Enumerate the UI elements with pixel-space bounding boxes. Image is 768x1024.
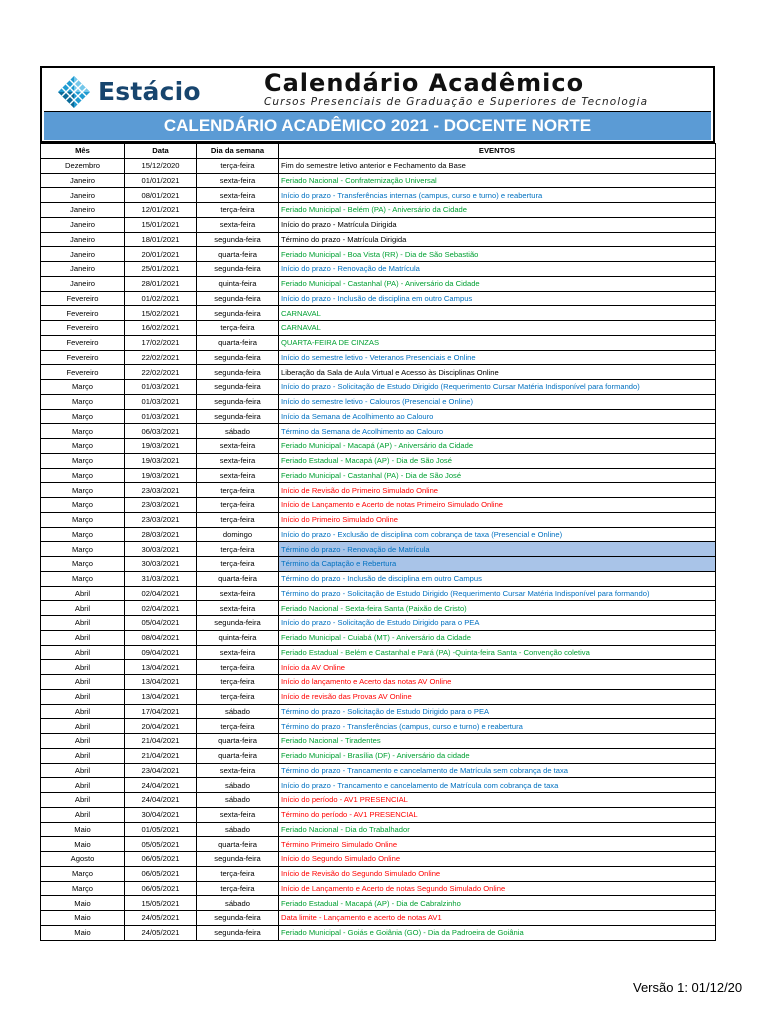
cell-date: 13/04/2021 [125, 660, 197, 675]
cell-weekday: terça-feira [197, 483, 279, 498]
table-row [41, 276, 716, 291]
cell-weekday: sexta-feira [197, 601, 279, 616]
cell-date: 15/12/2020 [125, 158, 197, 173]
table-row [41, 763, 716, 778]
cell-event: Feriado Nacional - Tiradentes [279, 734, 716, 749]
cell-event: Feriado Estadual - Macapá (AP) - Dia de São José [279, 453, 716, 468]
cell-month: Fevereiro [41, 306, 125, 321]
table-row [41, 468, 716, 483]
cell-weekday: terça-feira [197, 321, 279, 336]
estacio-logo [56, 74, 256, 114]
calendar-banner: CALENDÁRIO ACADÊMICO 2021 - DOCENTE NORTE [44, 111, 711, 140]
cell-event: Feriado Municipal - Cuiabá (MT) - Aniversário da Cidade [279, 630, 716, 645]
cell-weekday: sexta-feira [197, 173, 279, 188]
cell-weekday: terça-feira [197, 881, 279, 896]
cell-date: 05/05/2021 [125, 837, 197, 852]
table-row [41, 837, 716, 852]
table-row [41, 424, 716, 439]
cell-month: Março [41, 542, 125, 557]
cell-event: Início do prazo - Transferências internas (campus, curso e turno) e reabertura [279, 188, 716, 203]
cell-weekday: sábado [197, 896, 279, 911]
cell-weekday: quarta-feira [197, 571, 279, 586]
cell-month: Abril [41, 645, 125, 660]
cell-weekday: terça-feira [197, 719, 279, 734]
cell-date: 01/05/2021 [125, 822, 197, 837]
cell-month: Março [41, 483, 125, 498]
table-row [41, 453, 716, 468]
cell-event: Feriado Municipal - Castanhal (PA) - Dia de São José [279, 468, 716, 483]
cell-weekday: quarta-feira [197, 335, 279, 350]
table-row [41, 689, 716, 704]
cell-month: Março [41, 527, 125, 542]
cell-month: Janeiro [41, 262, 125, 277]
cell-weekday: sexta-feira [197, 453, 279, 468]
table-row [41, 439, 716, 454]
cell-event: Início de Lançamento e Acerto de notas Primeiro Simulado Online [279, 498, 716, 513]
cell-event: Término do prazo - Inclusão de disciplina em outro Campus [279, 571, 716, 586]
cell-date: 13/04/2021 [125, 689, 197, 704]
column-header-weekday: Dia da semana [197, 144, 279, 159]
table-row [41, 881, 716, 896]
cell-month: Março [41, 557, 125, 572]
table-row [41, 911, 716, 926]
cell-weekday: sexta-feira [197, 645, 279, 660]
cell-weekday: sexta-feira [197, 807, 279, 822]
cell-weekday: quarta-feira [197, 247, 279, 262]
cell-event: Início da AV Online [279, 660, 716, 675]
cell-event: Fim do semestre letivo anterior e Fechamento da Base [279, 158, 716, 173]
table-row [41, 645, 716, 660]
table-row [41, 734, 716, 749]
cell-date: 19/03/2021 [125, 453, 197, 468]
cell-event: Término do prazo - Solicitação de Estudo Dirigido (Requerimento Cursar Matéria Indisponível para formando) [279, 586, 716, 601]
table-row [41, 306, 716, 321]
cell-month: Abril [41, 734, 125, 749]
cell-date: 16/02/2021 [125, 321, 197, 336]
cell-month: Janeiro [41, 173, 125, 188]
cell-event: Início do prazo - Solicitação de Estudo Dirigido (Requerimento Cursar Matéria Indisponível para formando) [279, 380, 716, 395]
table-row [41, 498, 716, 513]
cell-date: 01/03/2021 [125, 394, 197, 409]
cell-weekday: segunda-feira [197, 291, 279, 306]
cell-month: Fevereiro [41, 350, 125, 365]
cell-month: Maio [41, 911, 125, 926]
table-row [41, 925, 716, 940]
table-row [41, 203, 716, 218]
cell-date: 08/01/2021 [125, 188, 197, 203]
cell-date: 06/05/2021 [125, 852, 197, 867]
cell-date: 08/04/2021 [125, 630, 197, 645]
cell-event: Feriado Nacional - Confraternização Universal [279, 173, 716, 188]
cell-month: Março [41, 409, 125, 424]
cell-event: Feriado Nacional - Sexta-feira Santa (Paixão de Cristo) [279, 601, 716, 616]
table-row [41, 822, 716, 837]
cell-event: Feriado Nacional - Dia do Trabalhador [279, 822, 716, 837]
table-header-row [41, 144, 716, 159]
cell-weekday: segunda-feira [197, 925, 279, 940]
cell-weekday: segunda-feira [197, 394, 279, 409]
cell-date: 28/03/2021 [125, 527, 197, 542]
cell-date: 01/03/2021 [125, 380, 197, 395]
cell-month: Maio [41, 822, 125, 837]
cell-event: Feriado Estadual - Macapá (AP) - Dia de Cabralzinho [279, 896, 716, 911]
cell-event: Início de revisão das Provas AV Online [279, 689, 716, 704]
cell-month: Abril [41, 719, 125, 734]
cell-date: 06/05/2021 [125, 866, 197, 881]
table-row [41, 483, 716, 498]
table-row [41, 748, 716, 763]
cell-weekday: segunda-feira [197, 409, 279, 424]
cell-weekday: terça-feira [197, 542, 279, 557]
page-title: Calendário Acadêmico [264, 69, 585, 97]
brand-name: Estácio [98, 77, 201, 106]
table-row [41, 778, 716, 793]
cell-date: 06/05/2021 [125, 881, 197, 896]
cell-weekday: sábado [197, 793, 279, 808]
table-row [41, 232, 716, 247]
cell-event: Início do prazo - Exclusão de disciplina com cobrança de taxa (Presencial e Online) [279, 527, 716, 542]
cell-month: Abril [41, 601, 125, 616]
table-row [41, 512, 716, 527]
cell-weekday: terça-feira [197, 498, 279, 513]
table-row [41, 601, 716, 616]
cell-weekday: sábado [197, 424, 279, 439]
cell-event: Término do prazo - Solicitação de Estudo Dirigido para o PEA [279, 704, 716, 719]
cell-date: 01/02/2021 [125, 291, 197, 306]
table-row [41, 380, 716, 395]
table-row [41, 173, 716, 188]
table-row [41, 365, 716, 380]
table-row [41, 394, 716, 409]
cell-month: Maio [41, 925, 125, 940]
cell-event: Início do prazo - Renovação de Matrícula [279, 262, 716, 277]
cell-weekday: terça-feira [197, 158, 279, 173]
cell-event: Início do Primeiro Simulado Online [279, 512, 716, 527]
cell-event: Início de Revisão do Segundo Simulado Online [279, 866, 716, 881]
cell-month: Abril [41, 586, 125, 601]
cell-month: Dezembro [41, 158, 125, 173]
cell-weekday: domingo [197, 527, 279, 542]
cell-month: Março [41, 394, 125, 409]
cell-event: QUARTA-FEIRA DE CINZAS [279, 335, 716, 350]
cell-event: Início do lançamento e Acerto das notas AV Online [279, 675, 716, 690]
table-row [41, 527, 716, 542]
calendar-table [40, 143, 716, 941]
cell-date: 24/04/2021 [125, 793, 197, 808]
cell-event: Liberação da Sala de Aula Virtual e Acesso às Disciplinas Online [279, 365, 716, 380]
cell-date: 30/03/2021 [125, 557, 197, 572]
table-row [41, 158, 716, 173]
cell-month: Março [41, 881, 125, 896]
cell-month: Março [41, 468, 125, 483]
cell-date: 28/01/2021 [125, 276, 197, 291]
cell-date: 24/04/2021 [125, 778, 197, 793]
cell-event: Feriado Municipal - Goiás e Goiânia (GO) - Dia da Padroeira de Goiânia [279, 925, 716, 940]
cell-month: Agosto [41, 852, 125, 867]
cell-month: Março [41, 571, 125, 586]
cell-event: Feriado Estadual - Belém e Castanhal e Pará (PA) -Quinta-feira Santa - Convenção coletiva [279, 645, 716, 660]
cell-date: 30/04/2021 [125, 807, 197, 822]
cell-month: Abril [41, 630, 125, 645]
cell-month: Abril [41, 616, 125, 631]
cell-weekday: terça-feira [197, 660, 279, 675]
header-frame [40, 66, 715, 143]
cell-date: 01/01/2021 [125, 173, 197, 188]
cell-date: 09/04/2021 [125, 645, 197, 660]
table-row [41, 852, 716, 867]
table-row [41, 660, 716, 675]
column-header-events: EVENTOS [279, 144, 716, 159]
cell-event: Término do prazo - Matrícula Dirigida [279, 232, 716, 247]
cell-event: Início do prazo - Inclusão de disciplina em outro Campus [279, 291, 716, 306]
cell-month: Janeiro [41, 232, 125, 247]
cell-weekday: sexta-feira [197, 586, 279, 601]
cell-weekday: segunda-feira [197, 306, 279, 321]
cell-event: Início da Semana de Acolhimento ao Calouro [279, 409, 716, 424]
table-row [41, 571, 716, 586]
cell-weekday: segunda-feira [197, 616, 279, 631]
table-row [41, 542, 716, 557]
table-row [41, 217, 716, 232]
cell-date: 15/01/2021 [125, 217, 197, 232]
cell-month: Março [41, 512, 125, 527]
cell-month: Janeiro [41, 247, 125, 262]
cell-month: Abril [41, 763, 125, 778]
cell-date: 18/01/2021 [125, 232, 197, 247]
cell-date: 06/03/2021 [125, 424, 197, 439]
cell-month: Março [41, 439, 125, 454]
cell-month: Abril [41, 689, 125, 704]
version-label: Versão 1: 01/12/20 [633, 980, 743, 995]
table-row [41, 866, 716, 881]
cell-month: Abril [41, 807, 125, 822]
cell-event: Feriado Municipal - Castanhal (PA) - Aniversário da Cidade [279, 276, 716, 291]
cell-date: 21/04/2021 [125, 748, 197, 763]
cell-month: Fevereiro [41, 335, 125, 350]
table-row [41, 262, 716, 277]
cell-weekday: terça-feira [197, 675, 279, 690]
cell-weekday: quinta-feira [197, 630, 279, 645]
cell-event: Início do Segundo Simulado Online [279, 852, 716, 867]
cell-weekday: terça-feira [197, 557, 279, 572]
cell-month: Maio [41, 837, 125, 852]
cell-event: Início do semestre letivo - Veteranos Presenciais e Online [279, 350, 716, 365]
cell-month: Janeiro [41, 217, 125, 232]
cell-month: Fevereiro [41, 365, 125, 380]
cell-weekday: terça-feira [197, 512, 279, 527]
cell-date: 15/02/2021 [125, 306, 197, 321]
cell-event: Início de Lançamento e Acerto de notas Segundo Simulado Online [279, 881, 716, 896]
cell-month: Março [41, 380, 125, 395]
cell-event: Término do prazo - Renovação de Matrícula [279, 542, 716, 557]
cell-date: 15/05/2021 [125, 896, 197, 911]
cell-month: Fevereiro [41, 321, 125, 336]
table-row [41, 586, 716, 601]
cell-weekday: terça-feira [197, 689, 279, 704]
cell-month: Março [41, 424, 125, 439]
table-row [41, 188, 716, 203]
cell-date: 20/04/2021 [125, 719, 197, 734]
cell-date: 13/04/2021 [125, 675, 197, 690]
cell-month: Abril [41, 778, 125, 793]
cell-event: Início do prazo - Matrícula Dirigida [279, 217, 716, 232]
cell-date: 23/03/2021 [125, 498, 197, 513]
table-row [41, 630, 716, 645]
cell-weekday: segunda-feira [197, 380, 279, 395]
cell-event: Data limite - Lançamento e acerto de notas AV1 [279, 911, 716, 926]
cell-event: Término da Semana de Acolhimento ao Calouro [279, 424, 716, 439]
table-row [41, 616, 716, 631]
cell-weekday: terça-feira [197, 203, 279, 218]
cell-weekday: segunda-feira [197, 232, 279, 247]
cell-weekday: terça-feira [197, 866, 279, 881]
estacio-logo-icon [56, 74, 92, 110]
cell-event: Feriado Municipal - Boa Vista (RR) - Dia de São Sebastião [279, 247, 716, 262]
cell-date: 22/02/2021 [125, 350, 197, 365]
cell-weekday: sexta-feira [197, 188, 279, 203]
cell-month: Março [41, 453, 125, 468]
cell-date: 19/03/2021 [125, 439, 197, 454]
cell-weekday: segunda-feira [197, 852, 279, 867]
cell-date: 23/03/2021 [125, 512, 197, 527]
cell-month: Março [41, 866, 125, 881]
cell-event: Início de Revisão do Primeiro Simulado Online [279, 483, 716, 498]
table-row [41, 675, 716, 690]
cell-event: Início do prazo - Trancamento e cancelamento de Matrícula com cobrança de taxa [279, 778, 716, 793]
cell-date: 12/01/2021 [125, 203, 197, 218]
cell-date: 24/05/2021 [125, 925, 197, 940]
cell-weekday: quarta-feira [197, 837, 279, 852]
cell-date: 22/02/2021 [125, 365, 197, 380]
column-header-date: Data [125, 144, 197, 159]
cell-date: 20/01/2021 [125, 247, 197, 262]
cell-date: 01/03/2021 [125, 409, 197, 424]
cell-weekday: sábado [197, 778, 279, 793]
cell-event: Término do prazo - Transferências (campus, curso e turno) e reabertura [279, 719, 716, 734]
cell-event: CARNAVAL [279, 321, 716, 336]
cell-month: Abril [41, 704, 125, 719]
cell-weekday: sexta-feira [197, 439, 279, 454]
table-row [41, 291, 716, 306]
table-row [41, 557, 716, 572]
cell-month: Abril [41, 793, 125, 808]
table-row [41, 247, 716, 262]
cell-date: 24/05/2021 [125, 911, 197, 926]
cell-month: Janeiro [41, 276, 125, 291]
cell-date: 21/04/2021 [125, 734, 197, 749]
cell-date: 17/04/2021 [125, 704, 197, 719]
cell-event: Feriado Municipal - Belém (PA) - Aniversário da Cidade [279, 203, 716, 218]
cell-date: 17/02/2021 [125, 335, 197, 350]
table-row [41, 793, 716, 808]
table-row [41, 704, 716, 719]
cell-event: Término do prazo - Trancamento e cancelamento de Matrícula sem cobrança de taxa [279, 763, 716, 778]
cell-event: Início do período - AV1 PRESENCIAL [279, 793, 716, 808]
cell-date: 02/04/2021 [125, 586, 197, 601]
page-subtitle: Cursos Presenciais de Graduação e Superiores de Tecnologia [264, 96, 649, 108]
cell-month: Janeiro [41, 188, 125, 203]
cell-weekday: sexta-feira [197, 763, 279, 778]
table-row [41, 321, 716, 336]
cell-weekday: segunda-feira [197, 911, 279, 926]
cell-date: 25/01/2021 [125, 262, 197, 277]
cell-event: Término do período - AV1 PRESENCIAL [279, 807, 716, 822]
cell-month: Abril [41, 748, 125, 763]
cell-weekday: sábado [197, 704, 279, 719]
cell-weekday: segunda-feira [197, 365, 279, 380]
cell-date: 05/04/2021 [125, 616, 197, 631]
cell-month: Maio [41, 896, 125, 911]
cell-weekday: segunda-feira [197, 350, 279, 365]
cell-date: 19/03/2021 [125, 468, 197, 483]
cell-weekday: sábado [197, 822, 279, 837]
cell-date: 23/04/2021 [125, 763, 197, 778]
table-row [41, 896, 716, 911]
cell-date: 02/04/2021 [125, 601, 197, 616]
table-row [41, 409, 716, 424]
cell-event: CARNAVAL [279, 306, 716, 321]
cell-month: Março [41, 498, 125, 513]
cell-event: Término da Captação e Rebertura [279, 557, 716, 572]
cell-date: 30/03/2021 [125, 542, 197, 557]
cell-month: Janeiro [41, 203, 125, 218]
table-row [41, 335, 716, 350]
column-header-month: Mês [41, 144, 125, 159]
cell-event: Feriado Municipal - Brasília (DF) - Aniversário da cidade [279, 748, 716, 763]
cell-month: Abril [41, 675, 125, 690]
cell-event: Término Primeiro Simulado Online [279, 837, 716, 852]
cell-event: Início do semestre letivo - Calouros (Presencial e Online) [279, 394, 716, 409]
cell-weekday: quarta-feira [197, 748, 279, 763]
cell-weekday: sexta-feira [197, 468, 279, 483]
cell-event: Início do prazo - Solicitação de Estudo Dirigido para o PEA [279, 616, 716, 631]
table-row [41, 719, 716, 734]
cell-date: 31/03/2021 [125, 571, 197, 586]
cell-weekday: quinta-feira [197, 276, 279, 291]
table-row [41, 350, 716, 365]
cell-event: Feriado Municipal - Macapá (AP) - Aniversário da Cidade [279, 439, 716, 454]
table-row [41, 807, 716, 822]
cell-date: 23/03/2021 [125, 483, 197, 498]
cell-weekday: segunda-feira [197, 262, 279, 277]
cell-month: Fevereiro [41, 291, 125, 306]
cell-weekday: sexta-feira [197, 217, 279, 232]
cell-weekday: quarta-feira [197, 734, 279, 749]
cell-month: Abril [41, 660, 125, 675]
